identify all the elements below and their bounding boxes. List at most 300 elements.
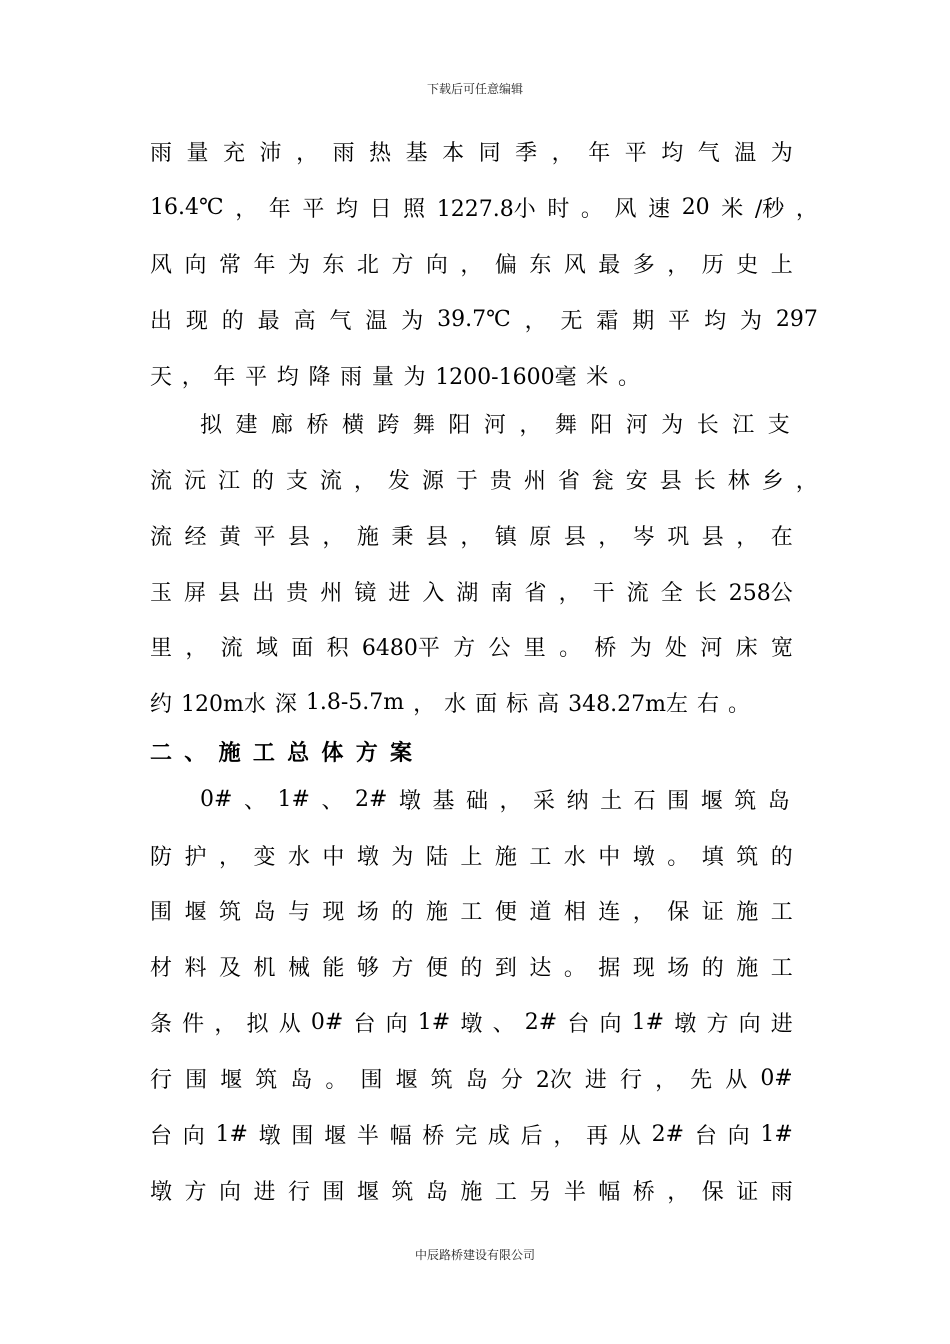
text-token: 巩: [667, 524, 690, 550]
text-token: 件: [182, 1011, 205, 1037]
text-token: 。: [617, 364, 640, 390]
text-token: 纳: [566, 788, 589, 814]
text-token: 墩: [460, 1011, 483, 1037]
text-token: 行: [150, 1067, 173, 1093]
text-token: 筑: [736, 844, 759, 870]
text-token: 岑: [632, 524, 655, 550]
text-token: 拟: [246, 1011, 269, 1037]
text-token: 年: [268, 196, 291, 222]
text-token: 雨: [332, 140, 355, 166]
text-token: 2次: [535, 1067, 572, 1093]
text-token: 进: [253, 1179, 276, 1205]
text-token: 乡: [761, 468, 784, 494]
text-token: 量: [371, 364, 394, 390]
text-token: 岛: [290, 1067, 313, 1093]
text-token: 基: [405, 140, 428, 166]
text-token: 与: [287, 899, 310, 925]
text-token: 时: [547, 196, 570, 222]
text-token: 据: [598, 955, 621, 981]
text-token: 完: [455, 1123, 478, 1149]
text-token: 岛: [767, 788, 790, 814]
text-token: 北: [356, 252, 379, 278]
text-token: 支: [285, 468, 308, 494]
text-token: 省: [557, 468, 580, 494]
text-token: 证: [701, 899, 724, 925]
text-token: 成: [487, 1123, 510, 1149]
text-token: 从: [618, 1123, 641, 1149]
text-token: 瓮: [591, 468, 614, 494]
text-token: 温: [734, 140, 757, 166]
text-token: 中: [598, 844, 621, 870]
text-token: 偏: [494, 252, 517, 278]
text-token: 积: [326, 635, 349, 661]
text-token: 。: [563, 955, 586, 981]
text-token: 东: [322, 252, 345, 278]
text-line: [150, 1175, 793, 1205]
text-token: 县: [701, 524, 724, 550]
text-token: 陆: [425, 844, 448, 870]
text-token: 幅: [389, 1123, 412, 1149]
text-token: 水: [287, 844, 310, 870]
text-token: 高: [293, 308, 316, 334]
text-token: 258公: [728, 580, 793, 606]
text-token: 相: [563, 899, 586, 925]
text-token: 方: [391, 955, 414, 981]
text-token: 的: [221, 308, 244, 334]
text-token: 堰: [395, 1067, 418, 1093]
text-token: 再: [586, 1123, 609, 1149]
page-footer: 中辰路桥建设有限公司: [414, 1248, 535, 1262]
text-token: 里: [150, 635, 173, 661]
text-token: 为: [391, 844, 414, 870]
text-token: ，: [524, 308, 547, 334]
text-token: 材: [150, 955, 173, 981]
text-token: 平: [253, 524, 276, 550]
text-token: 米: [721, 196, 744, 222]
text-token: 工: [460, 899, 483, 925]
text-token: 半: [563, 1179, 586, 1205]
text-token: 南: [490, 580, 513, 606]
text-token: 够: [356, 955, 379, 981]
text-token: 采: [533, 788, 556, 814]
text-token: 的: [460, 955, 483, 981]
text-token: 舞: [412, 412, 435, 438]
text-token: 桥: [422, 1123, 445, 1149]
text-token: 均: [704, 308, 727, 334]
text-token: 向: [599, 1011, 622, 1037]
text-token: 案: [389, 740, 412, 766]
text-token: 江: [732, 412, 755, 438]
text-token: 水: [563, 844, 586, 870]
text-token: 标: [506, 691, 529, 717]
text-token: ，: [214, 1011, 237, 1037]
text-token: 分: [500, 1067, 523, 1093]
text-token: 同: [478, 140, 501, 166]
text-line: [150, 1007, 793, 1037]
text-token: 1#: [417, 1009, 451, 1035]
text-token: 1200-1600毫: [435, 364, 577, 390]
text-token: 常: [218, 252, 241, 278]
text-token: 连: [598, 899, 621, 925]
text-token: 米: [586, 364, 609, 390]
text-token: 进: [770, 1011, 793, 1037]
text-token: ，: [553, 1123, 576, 1149]
text-token: 镜: [354, 580, 377, 606]
text-token: 1#: [215, 1121, 248, 1147]
text-token: 为: [629, 635, 652, 661]
text-token: 均: [335, 196, 358, 222]
text-token: 沅: [183, 468, 206, 494]
text-token: 出: [252, 580, 275, 606]
text-token: 屏: [184, 580, 207, 606]
text-token: ，: [499, 788, 522, 814]
text-token: 方: [706, 1011, 729, 1037]
text-token: 后: [520, 1123, 543, 1149]
text-token: 达: [529, 955, 552, 981]
text-token: ，: [598, 524, 621, 550]
text-token: 向: [425, 252, 448, 278]
text-token: 。: [325, 1067, 348, 1093]
text-token: 施: [736, 899, 759, 925]
text-token: 河: [483, 412, 506, 438]
text-token: 县: [659, 468, 682, 494]
text-token: 气: [697, 140, 720, 166]
text-token: 平: [245, 364, 268, 390]
text-token: 出: [150, 308, 173, 334]
text-token: 16.4℃: [150, 194, 224, 220]
text-token: 公: [488, 635, 511, 661]
text-token: 面: [291, 635, 314, 661]
text-token: 廊: [270, 412, 293, 438]
text-token: ，: [795, 468, 818, 494]
text-token: 长: [694, 580, 717, 606]
text-token: 均: [661, 140, 684, 166]
text-line: [150, 248, 793, 278]
text-token: 多: [632, 252, 655, 278]
text-token: 深: [274, 691, 297, 717]
text-token: 从: [725, 1067, 748, 1093]
text-token: 玉: [150, 580, 173, 606]
text-token: 热: [369, 140, 392, 166]
text-token: 0#: [310, 1009, 344, 1035]
text-token: 霜: [596, 308, 619, 334]
text-token: 阳: [448, 412, 471, 438]
text-token: ，: [235, 196, 258, 222]
text-token: 充: [223, 140, 246, 166]
text-token: 为: [403, 364, 426, 390]
text-token: 及: [218, 955, 241, 981]
text-token: 6480平: [361, 635, 440, 661]
text-token: 变: [253, 844, 276, 870]
text-token: 施: [736, 955, 759, 981]
text-token: 桥: [594, 635, 617, 661]
text-token: ，: [736, 524, 759, 550]
text-token: 平: [624, 140, 647, 166]
text-token: 场: [667, 955, 690, 981]
text-token: 平: [302, 196, 325, 222]
text-token: 秉: [391, 524, 414, 550]
text-token: 方: [453, 635, 476, 661]
text-token: 进: [388, 580, 411, 606]
text-token: 县: [425, 524, 448, 550]
text-token: ，: [322, 524, 345, 550]
text-token: 高: [537, 691, 560, 717]
text-token: 堰: [184, 899, 207, 925]
text-token: 本: [442, 140, 465, 166]
text-token: 温: [365, 308, 388, 334]
text-token: 。: [559, 635, 582, 661]
text-token: 为: [661, 412, 684, 438]
text-token: 保: [667, 899, 690, 925]
text-token: 最: [257, 308, 280, 334]
text-token: 雨: [150, 140, 173, 166]
text-token: 中: [322, 844, 345, 870]
text-token: 筑: [734, 788, 757, 814]
text-token: 料: [184, 955, 207, 981]
text-token: 的: [701, 955, 724, 981]
text-line: [150, 576, 793, 606]
text-token: 填: [701, 844, 724, 870]
text-token: 雨: [340, 364, 363, 390]
text-line: [150, 136, 793, 166]
text-line: [150, 840, 793, 870]
text-token: 宽: [770, 635, 793, 661]
text-token: 2#: [651, 1121, 685, 1147]
text-token: 床: [735, 635, 758, 661]
text-token: 风: [150, 252, 173, 278]
text-token: 。: [727, 691, 750, 717]
text-token: ，: [519, 412, 542, 438]
text-token: 1227.8小: [436, 196, 536, 222]
text-token: 堰: [324, 1123, 347, 1149]
text-token: 348.27m左: [568, 691, 688, 717]
text-token: 1.8-5.7m: [305, 689, 405, 715]
text-token: 二: [150, 740, 173, 766]
text-line: [200, 784, 790, 814]
text-token: 0#: [760, 1065, 793, 1091]
text-token: 便: [494, 899, 517, 925]
text-token: 基: [432, 788, 455, 814]
text-token: 台: [353, 1011, 376, 1037]
text-token: ，: [296, 140, 319, 166]
text-token: 堰: [220, 1067, 243, 1093]
text-token: 护: [184, 844, 207, 870]
text-token: 工: [770, 899, 793, 925]
text-token: ，: [551, 140, 574, 166]
text-token: 条: [150, 1011, 173, 1037]
text-token: 工: [252, 740, 275, 766]
text-token: 河: [625, 412, 648, 438]
text-token: 先: [690, 1067, 713, 1093]
text-token: 堰: [700, 788, 723, 814]
text-token: 、: [321, 788, 344, 814]
text-line: [150, 520, 793, 550]
text-token: 流: [150, 468, 173, 494]
text-token: 筑: [430, 1067, 453, 1093]
text-token: ，: [218, 844, 241, 870]
text-token: 方: [355, 740, 378, 766]
text-token: 于: [455, 468, 478, 494]
text-token: 进: [584, 1067, 607, 1093]
text-token: 县: [287, 524, 310, 550]
text-token: 舞: [554, 412, 577, 438]
text-token: 工: [770, 955, 793, 981]
text-token: 发: [387, 468, 410, 494]
text-token: 机: [253, 955, 276, 981]
text-token: 便: [425, 955, 448, 981]
text-token: 向: [184, 252, 207, 278]
text-token: 无: [560, 308, 583, 334]
text-token: 1#: [277, 786, 310, 812]
text-token: 气: [329, 308, 352, 334]
text-token: 天: [150, 364, 173, 390]
text-line: [150, 464, 818, 494]
text-token: 石: [633, 788, 656, 814]
text-token: 流: [220, 635, 243, 661]
text-token: 施: [356, 524, 379, 550]
text-token: 最: [598, 252, 621, 278]
text-token: 流: [319, 468, 342, 494]
text-token: ，: [181, 364, 204, 390]
text-token: 史: [736, 252, 759, 278]
text-token: 幅: [598, 1179, 621, 1205]
text-token: 从: [278, 1011, 301, 1037]
text-line: [150, 1063, 793, 1093]
text-token: 长: [696, 412, 719, 438]
text-token: 岛: [253, 899, 276, 925]
text-token: 总: [287, 740, 310, 766]
text-token: 年: [213, 364, 236, 390]
text-token: 39.7℃: [437, 306, 511, 332]
text-token: ，: [353, 468, 376, 494]
text-token: 量: [186, 140, 209, 166]
text-token: 面: [475, 691, 498, 717]
text-token: 半: [356, 1123, 379, 1149]
text-token: 安: [625, 468, 648, 494]
text-token: 源: [421, 468, 444, 494]
text-token: 黄: [218, 524, 241, 550]
text-token: 上: [460, 844, 483, 870]
text-token: 的: [770, 844, 793, 870]
text-token: 现: [185, 308, 208, 334]
text-token: 贵: [489, 468, 512, 494]
text-token: 照: [403, 196, 426, 222]
text-line: [150, 192, 818, 222]
text-token: 行: [620, 1067, 643, 1093]
text-token: 堰: [356, 1179, 379, 1205]
text-token: 工: [494, 1179, 517, 1205]
text-token: 期: [632, 308, 655, 334]
text-token: 县: [563, 524, 586, 550]
text-token: 场: [356, 899, 379, 925]
text-token: 流: [150, 524, 173, 550]
text-token: 保: [701, 1179, 724, 1205]
text-token: 施: [218, 740, 241, 766]
section-heading: [150, 736, 412, 766]
text-token: 年: [588, 140, 611, 166]
text-token: 风: [563, 252, 586, 278]
text-token: 筑: [391, 1179, 414, 1205]
text-token: 平: [668, 308, 691, 334]
text-token: 围: [360, 1067, 383, 1093]
text-token: 。: [667, 844, 690, 870]
text-token: ，: [460, 252, 483, 278]
text-token: 向: [738, 1011, 761, 1037]
text-token: 台: [567, 1011, 590, 1037]
text-token: 墩: [150, 1179, 173, 1205]
text-token: 历: [701, 252, 724, 278]
text-token: 入: [422, 580, 445, 606]
text-token: 向: [727, 1123, 750, 1149]
text-line: [150, 360, 640, 390]
text-token: ，: [413, 691, 436, 717]
text-token: /秒: [754, 196, 785, 222]
page-header: 下载后可任意编辑: [426, 82, 523, 96]
text-token: 围: [322, 1179, 345, 1205]
text-token: ，: [667, 1179, 690, 1205]
text-token: ，: [667, 252, 690, 278]
text-token: 向: [182, 1123, 205, 1149]
text-token: 方: [184, 1179, 207, 1205]
text-token: 的: [251, 468, 274, 494]
text-token: 20: [681, 194, 710, 220]
text-token: 墩: [398, 788, 421, 814]
text-token: 1#: [631, 1009, 665, 1035]
text-token: ，: [795, 196, 818, 222]
text-token: 防: [150, 844, 173, 870]
text-token: ，: [632, 899, 655, 925]
text-token: ，: [655, 1067, 678, 1093]
text-token: 2#: [524, 1009, 558, 1035]
text-token: 0#: [200, 786, 233, 812]
text-token: 河: [700, 635, 723, 661]
text-token: 阳: [590, 412, 613, 438]
text-token: 全: [660, 580, 683, 606]
text-token: 现: [322, 899, 345, 925]
text-token: 械: [287, 955, 310, 981]
text-token: 州: [320, 580, 343, 606]
text-token: 贵: [286, 580, 309, 606]
text-token: 长: [693, 468, 716, 494]
text-token: 台: [694, 1123, 717, 1149]
text-token: 2#: [354, 786, 388, 812]
text-token: 横: [341, 412, 364, 438]
text-token: 日: [369, 196, 392, 222]
text-token: 、: [184, 740, 207, 766]
text-token: 岛: [465, 1067, 488, 1093]
text-token: 1#: [760, 1121, 793, 1147]
text-token: 围: [150, 899, 173, 925]
text-token: 沛: [259, 140, 282, 166]
text-token: 支: [767, 412, 790, 438]
text-token: ，: [558, 580, 581, 606]
text-token: 湖: [456, 580, 479, 606]
text-token: 在: [770, 524, 793, 550]
text-token: 拟: [200, 412, 223, 438]
text-token: 筑: [255, 1067, 278, 1093]
text-token: 、: [243, 788, 266, 814]
text-token: 岛: [425, 1179, 448, 1205]
text-token: 上: [770, 252, 793, 278]
text-token: 施: [494, 844, 517, 870]
text-token: 础: [465, 788, 488, 814]
text-token: 域: [255, 635, 278, 661]
text-token: 雨: [770, 1179, 793, 1205]
text-token: 为: [770, 140, 793, 166]
text-token: 省: [524, 580, 547, 606]
text-token: 土: [600, 788, 623, 814]
text-token: 围: [291, 1123, 314, 1149]
